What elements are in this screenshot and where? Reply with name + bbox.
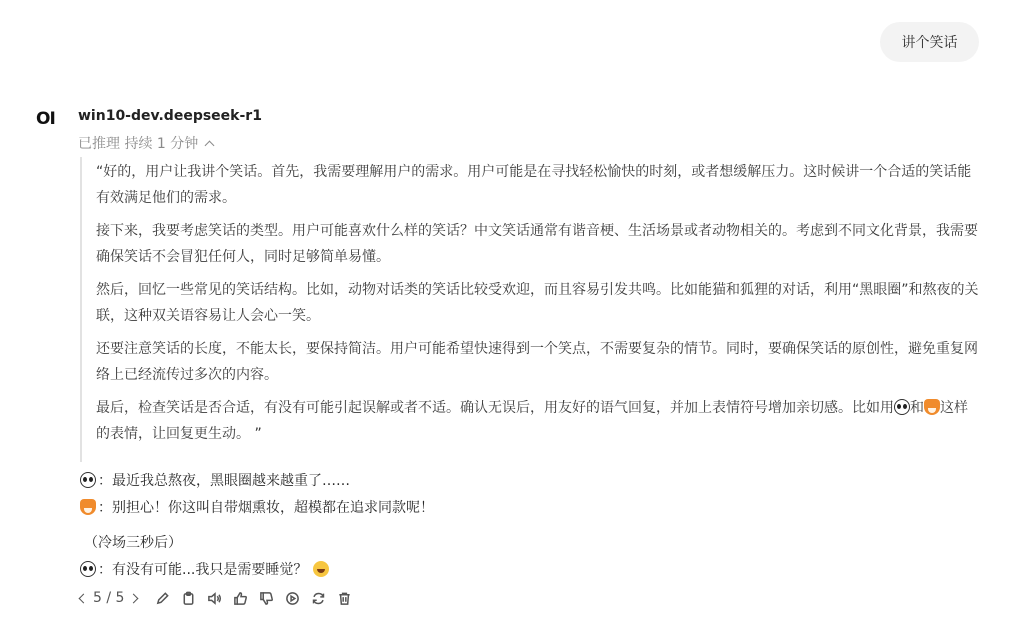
clipboard-icon [181,591,196,606]
thumbs-up-icon [233,591,248,606]
model-name: win10-dev.deepseek-r1 [78,108,262,124]
continue-button[interactable] [279,588,305,608]
answer-text: ：有没有可能...我只是需要睡觉？ [98,562,308,578]
chevron-up-icon [205,140,215,150]
message-toolbar [80,588,357,608]
copy-button[interactable] [175,588,201,608]
panda-emoji-icon [80,561,96,577]
reasoning-text: 和 [910,400,924,416]
response-pager [80,590,137,606]
speaker-icon [207,591,222,606]
thumbs-up-button[interactable] [227,588,253,608]
read-aloud-button[interactable] [201,588,227,608]
reasoning-toggle[interactable] [78,133,213,153]
edit-button[interactable] [149,588,175,608]
reasoning-paragraph: 然后，回忆一些常见的笑话结构。比如，动物对话类的笑话比较受欢迎，而且容易引发共鸣。比如能猫和狐狸的对话，利用“黑眼圈”和熬夜的关联，这种双关语容易让人会心一笑。 [96,282,979,324]
reasoning-content [80,157,980,462]
chevron-right-icon[interactable] [129,593,139,603]
chevron-left-icon[interactable] [79,593,89,603]
panda-emoji-icon [80,472,96,488]
model-avatar: OI [36,109,55,129]
panda-emoji-icon [894,399,910,415]
thumbs-down-button[interactable] [253,588,279,608]
pencil-icon [155,591,170,606]
thumbs-down-icon [259,591,274,606]
fox-emoji-icon [924,399,940,415]
reasoning-text: 最后，检查笑话是否合适，有没有可能引起误解或者不适。确认无误后，用友好的语气回复，并加上表情符号增加亲切感。比如用 [96,400,894,416]
regenerate-button[interactable] [305,588,331,608]
refresh-icon [311,591,326,606]
answer-line [80,470,350,490]
answer-text: （冷场三秒后） [84,535,182,551]
reasoning-paragraph: 还要注意笑话的长度，不能太长，要保持简洁。用户可能希望快速得到一个笑点，不需要复杂的情节。同时，要确保笑话的原创性，避免重复网络上已经流传过多次的内容。 [96,341,978,383]
pager-count: 5 / 5 [93,590,125,606]
answer-line [84,532,182,552]
reasoning-status: 已推理 持续 1 分钟 [78,136,199,152]
user-message-bubble: 讲个笑话 [880,22,979,62]
answer-text: ：别担心！你这叫自带烟熏妆，超模都在追求同款呢！ [98,500,434,516]
trash-icon [337,591,352,606]
delete-button[interactable] [331,588,357,608]
reasoning-paragraph: 接下来，我要考虑笑话的类型。用户可能喜欢什么样的笑话？中文笑话通常有谐音梗、生活场景或者动物相关的。考虑到不同文化背景，我需要确保笑话不会冒犯任何人，同时足够简单易懂。 [96,223,978,265]
answer-text: ：最近我总熬夜，黑眼圈越来越重了…… [98,473,350,489]
reasoning-paragraph-last [96,395,980,447]
answer-line [80,497,434,517]
play-circle-icon [285,591,300,606]
reasoning-text: 这样的表情，让回复更生动。 ” [96,400,968,442]
fox-emoji-icon [80,499,96,515]
reasoning-paragraph: “好的，用户让我讲个笑话。首先，我需要理解用户的需求。用户可能是在寻找轻松愉快的时刻，或者想缓解压力。这时候讲一个合适的笑话能有效满足他们的需求。 [96,164,972,206]
laughing-emoji-icon [313,561,329,577]
answer-line [80,559,329,579]
